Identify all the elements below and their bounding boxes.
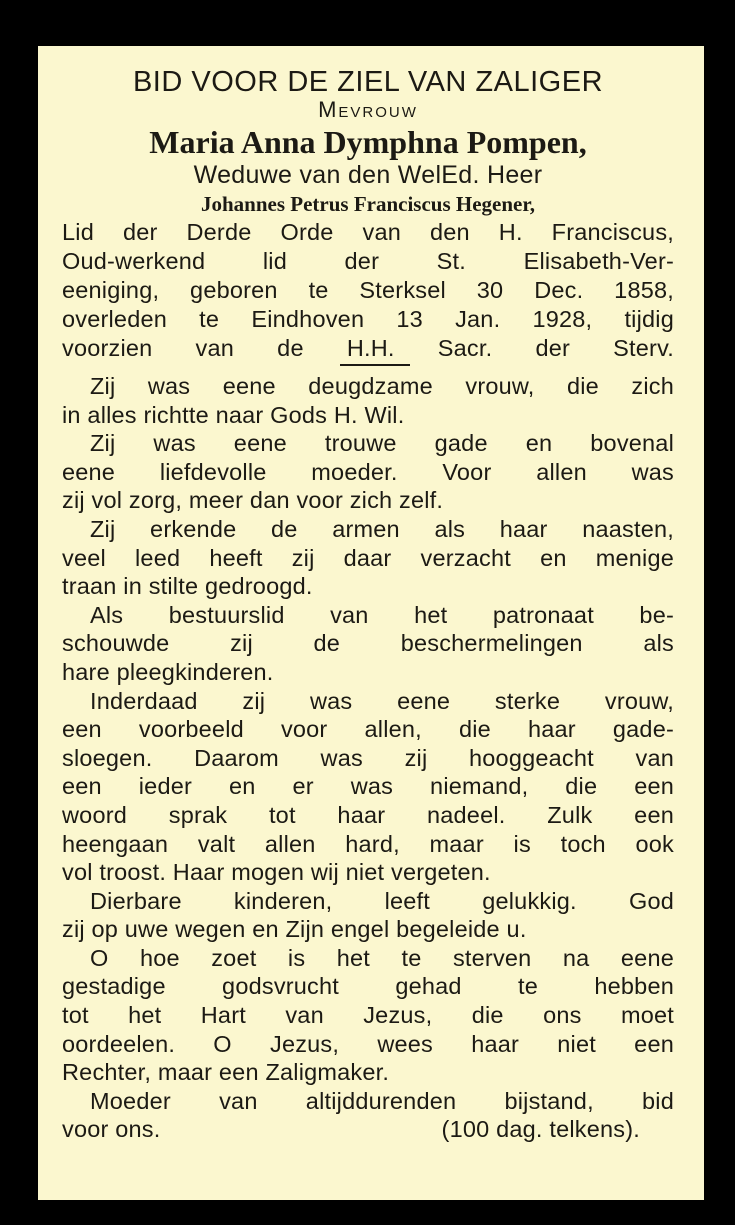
title-mevrouw: Mevrouw [318, 97, 418, 122]
text-line: heengaan valt allen hard, maar is toch ook [62, 830, 674, 857]
text-line: een ieder en er was niemand, die een [62, 773, 674, 800]
text-line: hare pleegkinderen. [62, 658, 274, 685]
memorial-card [38, 46, 704, 1200]
text-line: Als bestuurslid van het patronaat be- [90, 601, 674, 628]
text-line: traan in stilte gedroogd. [62, 573, 313, 600]
intro-line: voorzien van de H.H. Sacr. der Sterv. [62, 335, 674, 361]
deceased-name: Maria Anna Dymphna Pompen, [149, 124, 587, 160]
paragraph-charity [62, 515, 674, 601]
text-line: O hoe zoet is het te sterven na eene [90, 944, 674, 971]
text-line: zij op uwe wegen en Zijn engel begeleide u. [62, 916, 527, 943]
text-line: Moeder van altijddurenden bijstand, bid [90, 1087, 674, 1114]
intro-line: Lid der Derde Orde van den H. Franciscus, [62, 219, 674, 245]
paragraph-strong-woman [62, 687, 674, 887]
text-line: eene liefdevolle moeder. Voor allen was [62, 458, 674, 485]
paragraph-mother [62, 429, 674, 515]
closing-line [62, 1115, 674, 1144]
text-line: Zij was eene deugdzame vrouw, die zich [90, 373, 674, 399]
text-line: in alles richtte naar Gods H. Wil. [62, 401, 405, 428]
text-line: een voorbeeld voor allen, die haar gade- [62, 716, 674, 743]
text-line: zij vol zorg, meer dan voor zich zelf. [62, 487, 444, 514]
indulgence-note: (100 dag. telkens). [441, 1116, 640, 1143]
paragraph-patronage [62, 601, 674, 687]
text-line: sloegen. Daarom was zij hooggeacht van [62, 744, 674, 771]
closing-prayer [62, 1087, 674, 1144]
widow-of-line: Weduwe van den WelEd. Heer [193, 161, 543, 189]
text-line: Rechter, maar een Zaligmaker. [62, 1059, 390, 1086]
text-line: Zij erkende de armen als haar naasten, [90, 515, 674, 542]
text-line: Dierbare kinderen, leeft gelukkig. God [90, 887, 674, 914]
text-line: gestadige godsvrucht gehad te hebben [62, 973, 674, 1000]
paragraph-virtue [62, 372, 674, 429]
text-line: schouwde zij de beschermelingen als [62, 630, 674, 657]
biography-intro [62, 218, 674, 363]
text-line: veel leed heeft zij daar verzacht en menige [62, 544, 674, 571]
text-line: Inderdaad zij was eene sterke vrouw, [90, 687, 674, 714]
prayer-heading: BID VOOR DE ZIEL VAN ZALIGER [132, 66, 604, 98]
text-line: vol troost. Haar mogen wij niet vergeten. [62, 859, 491, 886]
intro-line: Oud-werkend lid der St. Elisabeth-Ver- [62, 248, 674, 274]
text-line: oordeelen. O Jezus, wees haar niet een [62, 1030, 674, 1057]
paragraph-children [62, 887, 674, 944]
text-line: tot het Hart van Jezus, die ons moet [62, 1002, 674, 1029]
text-line: Zij was eene trouwe gade en bovenal [90, 430, 674, 457]
text-line: woord sprak tot haar nadeel. Zulk een [62, 801, 674, 828]
divider-rule [340, 364, 410, 366]
husband-name: Johannes Petrus Franciscus Hegener, [200, 192, 536, 216]
intro-line: eeniging, geboren te Sterksel 30 Dec. 1858, [62, 277, 674, 303]
intro-line: overleden te Eindhoven 13 Jan. 1928, tijdig [62, 306, 674, 332]
closing-left: voor ons. [62, 1116, 161, 1143]
paragraph-sacred-heart [62, 944, 674, 1087]
